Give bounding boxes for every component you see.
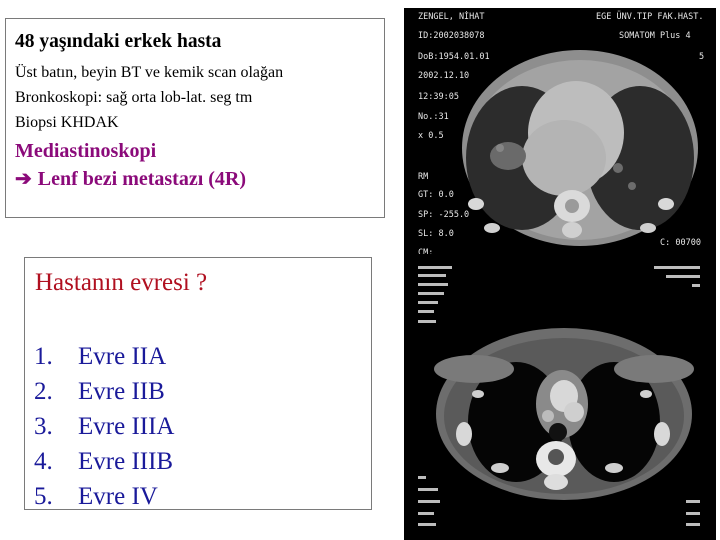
biopsy-line: Biopsi KHDAK	[15, 114, 119, 131]
ct-scan-lung-window	[404, 8, 716, 254]
ct-mediastinal-image	[404, 254, 716, 540]
scanner-overlay: SOMATOM Plus 4	[619, 31, 691, 41]
bronchoscopy-line: Bronkoskopi: sağ orta lob-lat. seg tm	[15, 89, 253, 106]
option-label: Evre IIA	[78, 343, 167, 370]
series-overlay: 5	[699, 52, 705, 62]
patient-name-overlay: ZENGEL, NİHAT	[418, 12, 485, 22]
ct-scan-mediastinal-window	[404, 254, 716, 540]
mediastinoscopy-heading: Mediastinoskopi	[15, 140, 157, 162]
option-5[interactable]	[34, 479, 174, 514]
patient-id-overlay: ID:2002038078	[418, 31, 485, 41]
option-4[interactable]	[34, 444, 174, 479]
option-number: 1.	[34, 343, 53, 370]
finding-line	[15, 165, 384, 193]
sp-overlay: SP: -255.0	[418, 210, 470, 220]
question-text: Hastanın evresi ?	[35, 269, 208, 296]
imaging-line: Üst batın, beyin BT ve kemik scan olağan	[15, 64, 284, 81]
zoom-overlay: x 0.5	[418, 131, 444, 141]
option-label: Evre IIIA	[78, 413, 175, 440]
option-number: 2.	[34, 378, 53, 405]
sl-overlay: SL: 8.0	[418, 229, 454, 239]
option-1[interactable]	[34, 339, 174, 374]
question-box	[24, 257, 372, 510]
time-overlay: 12:39:05	[418, 92, 459, 102]
date-overlay: 2002.12.10	[418, 71, 470, 81]
rm-overlay: RM	[418, 172, 429, 182]
window-center-overlay: C: 00700	[660, 238, 701, 248]
dob-overlay: DoB:1954.01.01	[418, 52, 490, 62]
arrow-right-icon: ➔	[15, 168, 32, 190]
option-label: Evre IV	[78, 483, 158, 510]
institution-overlay: EGE ÜNV.TIP FAK.HAST.	[596, 12, 704, 22]
option-number: 5.	[34, 483, 53, 510]
option-number: 3.	[34, 413, 53, 440]
finding-text: Lenf bezi metastazı (4R)	[37, 168, 247, 190]
slice-number-overlay: No.:31	[418, 112, 449, 122]
option-2[interactable]	[34, 374, 174, 409]
option-number: 4.	[34, 448, 53, 475]
gt-overlay: GT: 0.0	[418, 190, 454, 200]
answer-options	[34, 339, 174, 514]
cm-overlay: CM:	[418, 248, 434, 254]
option-label: Evre IIIB	[78, 448, 174, 475]
patient-title: 48 yaşındaki erkek hasta	[15, 31, 222, 52]
option-3[interactable]	[34, 409, 174, 444]
case-summary-box	[5, 18, 385, 218]
option-label: Evre IIB	[78, 378, 165, 405]
